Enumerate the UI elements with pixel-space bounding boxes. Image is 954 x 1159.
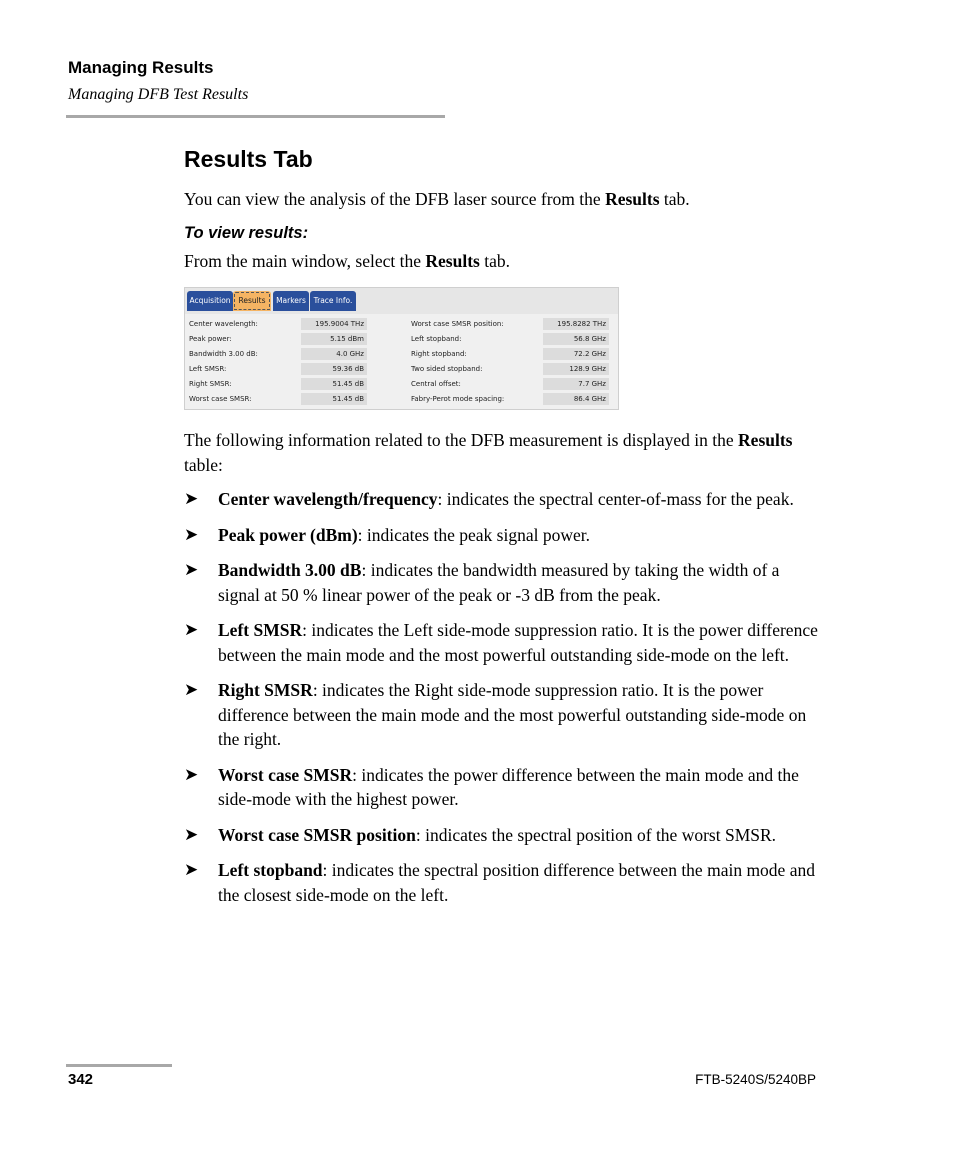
result-value: 5.15 dBm: [301, 333, 367, 345]
description: : indicates the peak signal power.: [357, 524, 590, 545]
description: : indicates the Left side-mode suppression ratio. It is the power difference between the main mode and the most powerful outstanding side-mode on the left.: [218, 620, 818, 665]
term: Left stopband: [218, 860, 323, 880]
list-item: [184, 858, 824, 907]
description: : indicates the spectral center-of-mass for the peak.: [437, 489, 794, 509]
intro-paragraph: [184, 187, 824, 212]
main-content: [184, 146, 824, 918]
result-label: Worst case SMSR position:: [411, 320, 504, 328]
chapter-title: Managing Results: [68, 58, 214, 77]
tab-trace-info[interactable]: Trace Info.: [310, 291, 356, 311]
step-text: From the main window, select the: [184, 250, 426, 271]
result-value: 4.0 GHz: [301, 348, 367, 360]
definitions-list: [184, 487, 824, 907]
result-value: 51.45 dB: [301, 393, 367, 405]
list-item: [184, 618, 824, 667]
result-value: 86.4 GHz: [543, 393, 609, 405]
term: Worst case SMSR position: [218, 824, 416, 845]
arrow-bullet-icon: ➤: [184, 620, 199, 640]
result-label: Right stopband:: [411, 350, 467, 358]
result-label: Peak power:: [189, 335, 232, 343]
list-item: [184, 763, 824, 812]
tab-acquisition[interactable]: Acquisition: [187, 291, 233, 311]
result-label: Worst case SMSR:: [189, 395, 252, 403]
header-rule: [66, 115, 445, 118]
intro-text: You can view the analysis of the DFB laser source from the: [184, 189, 606, 209]
result-label: Fabry-Perot mode spacing:: [411, 395, 505, 403]
tab-results[interactable]: Results: [233, 291, 271, 311]
procedure-title: To view results:: [184, 223, 309, 242]
result-value: 51.45 dB: [301, 378, 367, 390]
product-name: FTB-5240S/5240BP: [695, 1072, 816, 1087]
list-item: [184, 823, 824, 848]
table-intro-text: The following information related to the DFB measurement is displayed in the: [184, 430, 739, 450]
result-value: 72.2 GHz: [543, 348, 609, 360]
result-value: 59.36 dB: [301, 363, 367, 375]
term: Worst case SMSR: [218, 764, 353, 785]
page-title: Results Tab: [184, 146, 313, 172]
intro-text-end: tab.: [659, 189, 690, 209]
result-value: 195.9004 THz: [301, 318, 367, 330]
description: : indicates the spectral position difference between the main mode and the closest side-mode on the left.: [218, 860, 815, 905]
table-intro-text-end: table:: [184, 454, 223, 475]
term: Bandwidth 3.00 dB: [218, 560, 362, 580]
arrow-bullet-icon: ➤: [184, 824, 199, 845]
page-number: 342: [68, 1071, 94, 1088]
result-label: Central offset:: [411, 380, 461, 388]
term: Right SMSR: [218, 680, 313, 700]
step-bold: Results: [425, 250, 480, 271]
result-label: Left stopband:: [411, 335, 462, 343]
table-intro-paragraph: [184, 428, 824, 477]
tab-bar: [185, 288, 618, 314]
list-item: [184, 487, 824, 512]
intro-bold: Results: [605, 189, 660, 209]
result-value: 195.8282 THz: [543, 318, 609, 330]
description: : indicates the spectral position of the worst SMSR.: [415, 824, 777, 845]
list-item: [184, 523, 824, 548]
description: : indicates the bandwidth measured by taking the width of a signal at 50 % linear power of the peak or -3 dB from the peak.: [218, 560, 780, 605]
table-intro-bold: Results: [738, 430, 793, 450]
results-tab-screenshot: [184, 287, 619, 410]
arrow-bullet-icon: ➤: [184, 560, 199, 580]
result-label: Right SMSR:: [189, 380, 232, 388]
running-head: [68, 58, 248, 104]
arrow-bullet-icon: ➤: [184, 764, 199, 785]
result-value: 56.8 GHz: [543, 333, 609, 345]
term: Peak power (dBm): [218, 524, 358, 545]
result-value: 7.7 GHz: [543, 378, 609, 390]
result-label: Left SMSR:: [189, 365, 227, 373]
result-value: 128.9 GHz: [543, 363, 609, 375]
description: : indicates the power difference between the main mode and the side-mode with the highest power.: [218, 764, 799, 809]
term: Left SMSR: [218, 620, 303, 640]
arrow-bullet-icon: ➤: [184, 524, 199, 545]
arrow-bullet-icon: ➤: [184, 489, 199, 509]
result-label: Bandwidth 3.00 dB:: [189, 350, 258, 358]
section-title: Managing DFB Test Results: [68, 86, 249, 103]
arrow-bullet-icon: ➤: [184, 860, 199, 880]
tab-markers[interactable]: Markers: [273, 291, 309, 311]
step-text-end: tab.: [479, 250, 510, 271]
list-item: [184, 558, 824, 607]
result-label: Two sided stopband:: [411, 365, 483, 373]
list-item: [184, 678, 824, 752]
result-label: Center wavelength:: [189, 320, 258, 328]
procedure-step: [184, 249, 824, 274]
description: : indicates the Right side-mode suppression ratio. It is the power difference between the main mode and the most powerful outstanding side-mode on the right.: [218, 680, 807, 749]
footer-rule: [66, 1064, 172, 1067]
arrow-bullet-icon: ➤: [184, 680, 199, 700]
term: Center wavelength/frequency: [218, 489, 438, 509]
